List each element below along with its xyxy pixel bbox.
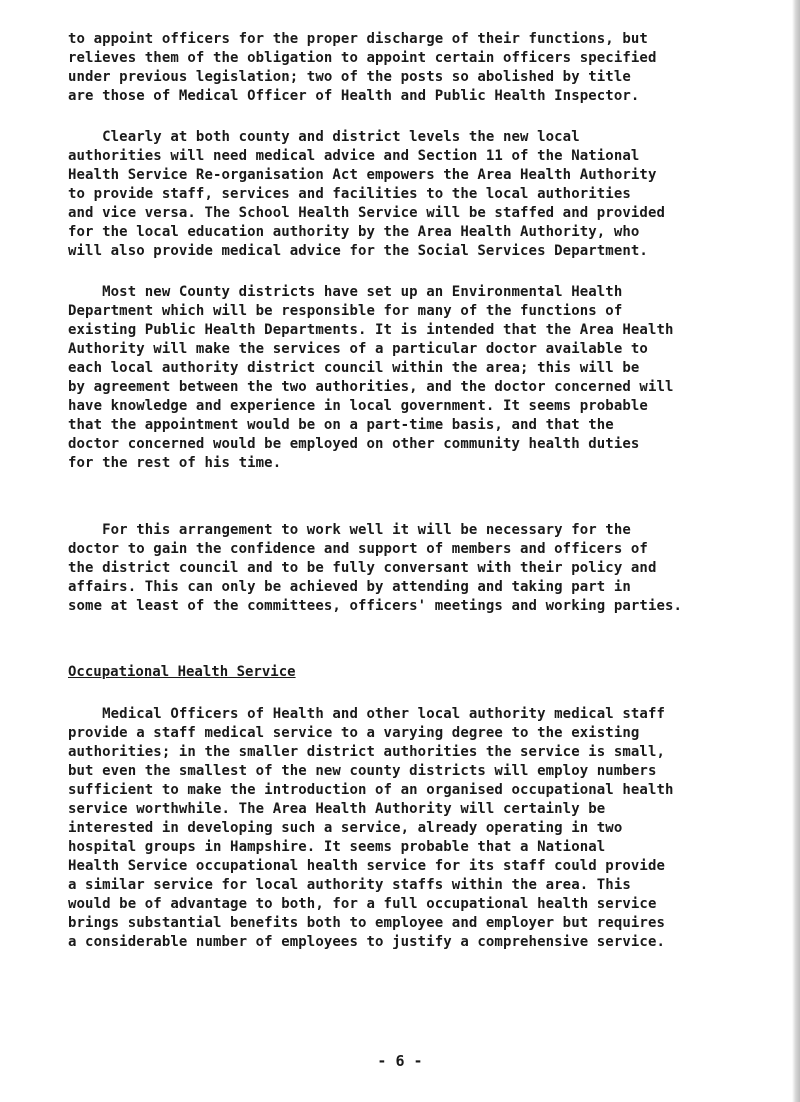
text-line: relieves them of the obligation to appoint certain officers specified bbox=[68, 50, 657, 66]
text-line: some at least of the committees, officers' meetings and working parties. bbox=[68, 598, 683, 614]
page-edge-shadow bbox=[792, 0, 800, 1102]
text-line: existing Public Health Departments. It is intended that the Area Health bbox=[68, 322, 674, 338]
text-line: to provide staff, services and facilities to the local authorities bbox=[68, 186, 631, 202]
text-line: Most new County districts have set up an Environmental Health bbox=[68, 284, 623, 300]
text-line: doctor concerned would be employed on other community health duties bbox=[68, 436, 640, 452]
text-line: For this arrangement to work well it will be necessary for the bbox=[68, 522, 631, 538]
text-line: but even the smallest of the new county districts will employ numbers bbox=[68, 763, 657, 779]
text-line: hospital groups in Hampshire. It seems probable that a National bbox=[68, 839, 606, 855]
text-line: service worthwhile. The Area Health Authority will certainly be bbox=[68, 801, 606, 817]
page-number: - 6 - bbox=[377, 1052, 423, 1070]
text-line: interested in developing such a service, already operating in two bbox=[68, 820, 623, 836]
text-line: sufficient to make the introduction of an organised occupational health bbox=[68, 782, 674, 798]
text-line: brings substantial benefits both to employee and employer but requires bbox=[68, 915, 666, 931]
text-line: under previous legislation; two of the posts so abolished by title bbox=[68, 69, 631, 85]
paragraph-4 bbox=[68, 521, 768, 616]
text-line: by agreement between the two authorities, and the doctor concerned will bbox=[68, 379, 674, 395]
section-heading: Occupational Health Service bbox=[68, 664, 296, 680]
text-line: Authority will make the services of a particular doctor available to bbox=[68, 341, 648, 357]
paragraph-1 bbox=[68, 30, 768, 106]
text-line: have knowledge and experience in local government. It seems probable bbox=[68, 398, 648, 414]
text-line: for the rest of his time. bbox=[68, 455, 282, 471]
text-line: each local authority district council within the area; this will be bbox=[68, 360, 640, 376]
text-line: affairs. This can only be achieved by attending and taking part in bbox=[68, 579, 631, 595]
text-line: are those of Medical Officer of Health and Public Health Inspector. bbox=[68, 88, 640, 104]
text-line: and vice versa. The School Health Service will be staffed and provided bbox=[68, 205, 666, 221]
text-line: authorities will need medical advice and Section 11 of the National bbox=[68, 148, 640, 164]
text-line: a similar service for local authority staffs within the area. This bbox=[68, 877, 631, 893]
paragraph-2 bbox=[68, 128, 768, 261]
text-line: for the local education authority by the Area Health Authority, who bbox=[68, 224, 640, 240]
text-line: Medical Officers of Health and other local authority medical staff bbox=[68, 706, 666, 722]
text-line: would be of advantage to both, for a full occupational health service bbox=[68, 896, 657, 912]
text-line: Health Service Re-organisation Act empowers the Area Health Authority bbox=[68, 167, 657, 183]
text-line: Department which will be responsible for many of the functions of bbox=[68, 303, 623, 319]
text-line: to appoint officers for the proper discharge of their functions, but bbox=[68, 31, 648, 47]
text-line: will also provide medical advice for the Social Services Department. bbox=[68, 243, 648, 259]
text-line: authorities; in the smaller district authorities the service is small, bbox=[68, 744, 666, 760]
text-line: Clearly at both county and district levels the new local bbox=[68, 129, 580, 145]
paragraph-5 bbox=[68, 705, 768, 952]
text-line: doctor to gain the confidence and support of members and officers of bbox=[68, 541, 648, 557]
text-line: that the appointment would be on a part-time basis, and that the bbox=[68, 417, 614, 433]
paragraph-3 bbox=[68, 283, 768, 473]
text-line: Health Service occupational health service for its staff could provide bbox=[68, 858, 666, 874]
text-line: a considerable number of employees to justify a comprehensive service. bbox=[68, 934, 666, 950]
text-line: the district council and to be fully conversant with their policy and bbox=[68, 560, 657, 576]
text-line: provide a staff medical service to a varying degree to the existing bbox=[68, 725, 640, 741]
